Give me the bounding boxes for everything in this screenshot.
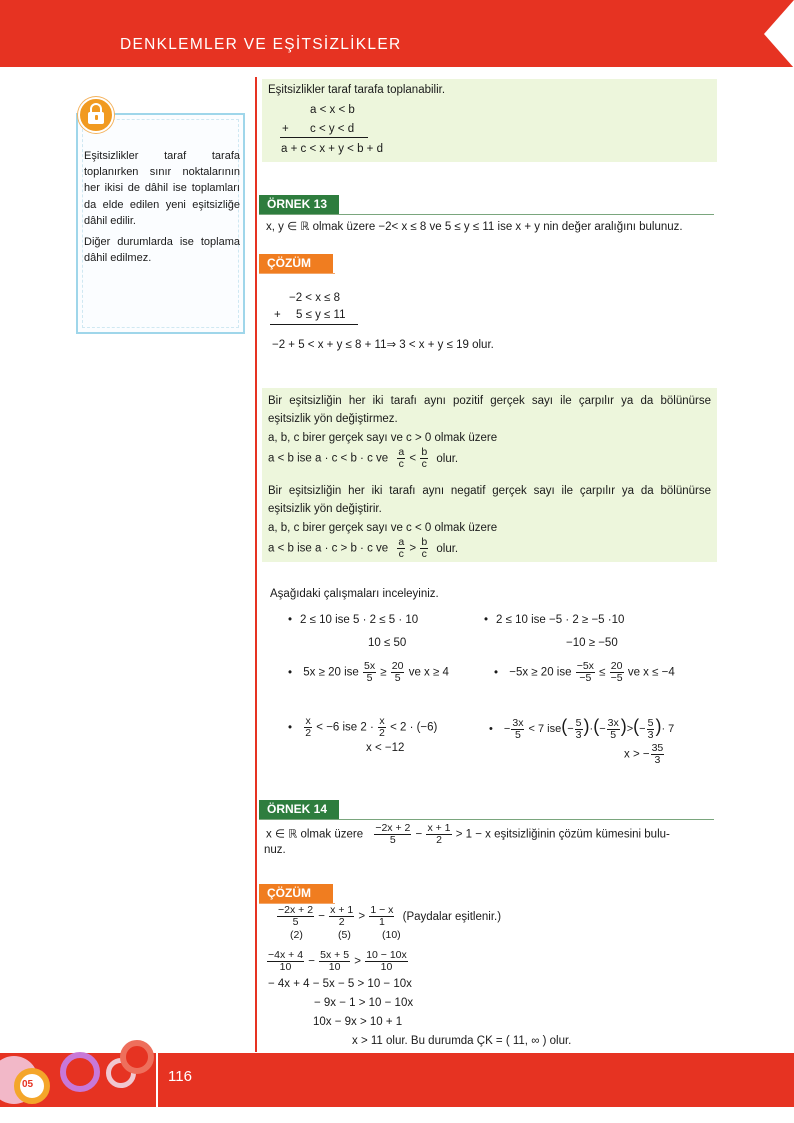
- cozum-1-line-2: 5 ≤ y ≤ 11: [296, 309, 346, 321]
- cozum-2-step-2: $\frac{-4x + 4}{10}$ − $\frac{5x + 5}{10}$ > $\frac{10 - 10x}{10}$: [268, 949, 407, 973]
- multiplier-3: (10): [382, 929, 401, 941]
- cozum-2-step-4: − 9x − 1 > 10 − 10x: [314, 997, 414, 1009]
- examples-intro: Aşağıdaki çalışmaları inceleyiniz.: [270, 588, 439, 600]
- multiplier-2: (5): [338, 929, 351, 941]
- ornek-13-badge: ÖRNEK 13: [259, 195, 339, 214]
- gear-number: 05: [22, 1079, 34, 1090]
- rule-line-2: c < y < d: [310, 123, 355, 135]
- rule-result: a + c < x + y < b + d: [281, 143, 383, 155]
- rule-negative-line-2: eşitsizlik yön değiştirir.: [268, 503, 382, 515]
- example-6-result: x > − $\frac{35}{3}$: [624, 742, 664, 766]
- lock-keyhole: [95, 115, 98, 120]
- example-5: • $\frac{x}{2}$ < −6 ise 2 · $\frac{x}{2}$ < 2 · (−6): [288, 716, 437, 739]
- rule-title: Eşitsizlikler taraf tarafa toplanabilir.: [268, 84, 446, 96]
- cozum-underline: [259, 273, 335, 274]
- cozum-1-result: −2 + 5 < x + y ≤ 8 + 11⇒ 3 < x + y ≤ 19 olur.: [272, 339, 494, 351]
- example-underline: [259, 214, 714, 215]
- example-underline: [259, 819, 714, 820]
- example-4: • −5x ≥ 20 ise $\frac{-5x}{-5}$ ≤ $\frac{20}{-5}$ ve x ≤ −4: [494, 661, 675, 684]
- cozum-1-line-1: −2 < x ≤ 8: [289, 292, 341, 304]
- example-6: • − $\frac{3x}{5}$ < 7 ise(− $\frac{5}{3}$ )·(− $\frac{3x}{5}$ )>(− $\frac{5}{3}$ )· 7: [489, 716, 674, 741]
- sidebar-paragraph-2: Diğer durumlarda ise toplama dâhil edilmez.: [84, 236, 240, 265]
- ornek-13-question: x, y ∈ ℝ olmak üzere −2< x ≤ 8 ve 5 ≤ y ≤ 11 ise x + y nin değer aralığını bulunuz.: [266, 221, 683, 233]
- example-5-result: x < −12: [366, 742, 405, 754]
- cozum-1-badge: ÇÖZÜM: [259, 254, 333, 273]
- cozum-2-badge: ÇÖZÜM: [259, 884, 333, 903]
- example-3: • 5x ≥ 20 ise $\frac{5x}{5}$ ≥ $\frac{20}{5}$ ve x ≥ 4: [288, 661, 449, 684]
- rule-positive-line-1: Bir eşitsizliğin her iki tarafı aynı pozitif gerçek sayı ile çarpılır ya da bölünürse: [268, 395, 711, 407]
- header-corner: [764, 0, 794, 68]
- gear-icon: [120, 1040, 154, 1074]
- example-1: • 2 ≤ 10 ise 5 · 2 ≤ 5 · 10: [288, 614, 418, 626]
- cozum-2-step-5: 10x − 9x > 10 + 1: [313, 1016, 403, 1028]
- plus-sign: +: [282, 123, 289, 135]
- example-2: • 2 ≤ 10 ise −5 · 2 ≥ −5 ·10: [484, 614, 624, 626]
- column-divider: [255, 77, 257, 1052]
- cozum-2-step-3: − 4x + 4 − 5x − 5 > 10 − 10x: [268, 978, 412, 990]
- ornek-14-question: x ∈ ℝ olmak üzere $\frac{-2x + 2}{5}$ − $\frac{x + 1}{2}$ > 1 − x eşitsizliğinin çözüm kümesini bulu-: [266, 822, 670, 846]
- multiplier-1: (2): [290, 929, 303, 941]
- footer-divider: [156, 1053, 158, 1107]
- rule-positive-line-2: eşitsizlik yön değiştirmez.: [268, 413, 398, 425]
- page-number: 116: [168, 1068, 192, 1085]
- rule-positive-formula: a < b ise a · c < b · c ve $\frac{a}{c}$ < $\frac{b}{c}$ olur.: [268, 446, 459, 470]
- example-1-result: 10 ≤ 50: [368, 637, 407, 649]
- rule-negative-condition: a, b, c birer gerçek sayı ve c < 0 olmak üzere: [268, 522, 498, 534]
- sum-rule: [280, 137, 368, 138]
- plus-sign: +: [274, 309, 281, 321]
- sidebar-text: [84, 148, 240, 271]
- cozum-2-result: x > 11 olur. Bu durumda ÇK = ( 11, ∞ ) olur.: [352, 1035, 572, 1047]
- page-title: DENKLEMLER VE EŞİTSİZLİKLER: [120, 36, 402, 53]
- rule-negative-formula: a < b ise a · c > b · c ve $\frac{a}{c}$ > $\frac{b}{c}$ olur.: [268, 536, 459, 560]
- gear-icon: [60, 1052, 100, 1092]
- page-header: [0, 0, 794, 67]
- rule-positive-condition: a, b, c birer gerçek sayı ve c > 0 olmak üzere: [268, 432, 498, 444]
- ornek-14-question-cont: nuz.: [264, 844, 286, 856]
- cozum-2-step-1: $\frac{-2x + 2}{5}$ − $\frac{x + 1}{2}$ > $\frac{1 - x}{1}$ (Paydalar eşitlenir.): [278, 904, 502, 928]
- sum-rule: [270, 324, 358, 325]
- ornek-14-badge: ÖRNEK 14: [259, 800, 339, 819]
- rule-line-1: a < x < b: [310, 104, 355, 116]
- example-2-result: −10 ≥ −50: [566, 637, 618, 649]
- sidebar-paragraph-1: Eşitsizlikler taraf tarafa toplanırken sınır noktalarının her ikisi de dâhil ise toplamları da elde edilen yeni eşitsizliğe dâhil edilir.: [84, 150, 240, 227]
- rule-negative-line-1: Bir eşitsizliğin her iki tarafı aynı negatif gerçek sayı ile çarpılır ya da bölünürse: [268, 485, 711, 497]
